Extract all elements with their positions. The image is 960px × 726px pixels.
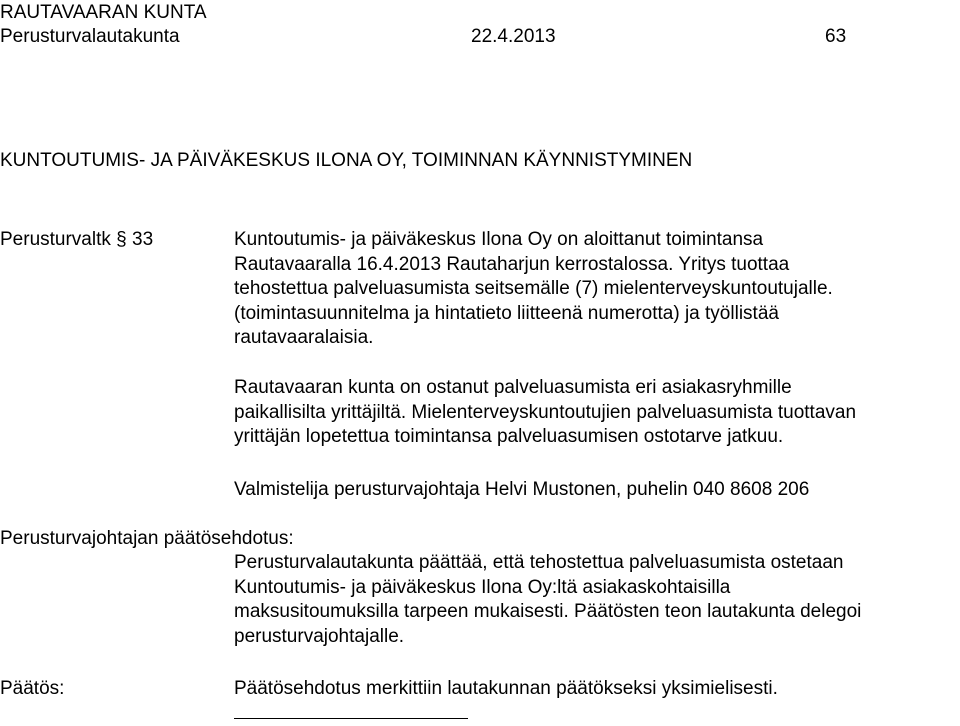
- page-number: 63: [825, 26, 847, 47]
- text-line: rautavaaralaisia.: [234, 327, 374, 348]
- organization-name: RAUTAVAARAN KUNTA: [0, 2, 207, 23]
- preparer-info: Valmistelija perusturvajohtaja Helvi Mustonen, puhelin 040 8608 206: [234, 479, 810, 500]
- text-line: Kuntoutumis- ja päiväkeskus Ilona Oy on aloittanut toimintansa: [234, 229, 764, 250]
- meeting-date: 22.4.2013: [471, 26, 556, 47]
- document-title: KUNTOUTUMIS- JA PÄIVÄKESKUS ILONA OY, TOIMINNAN KÄYNNISTYMINEN: [0, 150, 693, 171]
- text-line: maksusitoumuksilla tarpeen mukaisesti. Päätösten teon lautakunta delegoi: [234, 601, 862, 622]
- text-line: Rautavaaran kunta on ostanut palveluasumista eri asiakasryhmille: [234, 377, 792, 398]
- text-line: yrittäjän lopetettua toimintansa palveluasumisen ostotarve jatkuu.: [234, 426, 784, 447]
- proposal-text: [234, 551, 861, 649]
- text-line: Perusturvalautakunta päättää, että tehostettua palveluasumista ostetaan: [234, 552, 844, 573]
- text-line: Kuntoutumis- ja päiväkeskus Ilona Oy:ltä asiakaskohtaisilla: [234, 576, 731, 598]
- text-line: paikallisilta yrittäjiltä. Mielenterveyskuntoutujien palveluasumista tuottavan: [234, 401, 857, 423]
- text-line: perusturvajohtajalle.: [234, 625, 405, 647]
- text-line: (toimintasuunnitelma ja hintatieto liitteenä numerotta) ja työllistää: [234, 302, 779, 324]
- text-line: Rautavaaralla 16.4.2013 Rautaharjun kerrostalossa. Yritys tuottaa: [234, 253, 790, 275]
- body-name: Perusturvalautakunta: [0, 26, 180, 47]
- text-line: tehostettua palveluasumista seitsemälle (7) mielenterveyskuntoutujalle.: [234, 278, 833, 299]
- decision-text: Päätösehdotus merkittiin lautakunnan päätökseksi yksimielisesti.: [234, 678, 778, 699]
- paragraph-service-purchase: [234, 376, 856, 450]
- paragraph-background: [234, 228, 833, 351]
- signature-divider: [234, 718, 468, 719]
- decision-label: Päätös:: [0, 678, 65, 699]
- proposal-label: Perusturvajohtajan päätösehdotus:: [0, 528, 294, 549]
- section-reference: Perusturvaltk § 33: [0, 229, 154, 250]
